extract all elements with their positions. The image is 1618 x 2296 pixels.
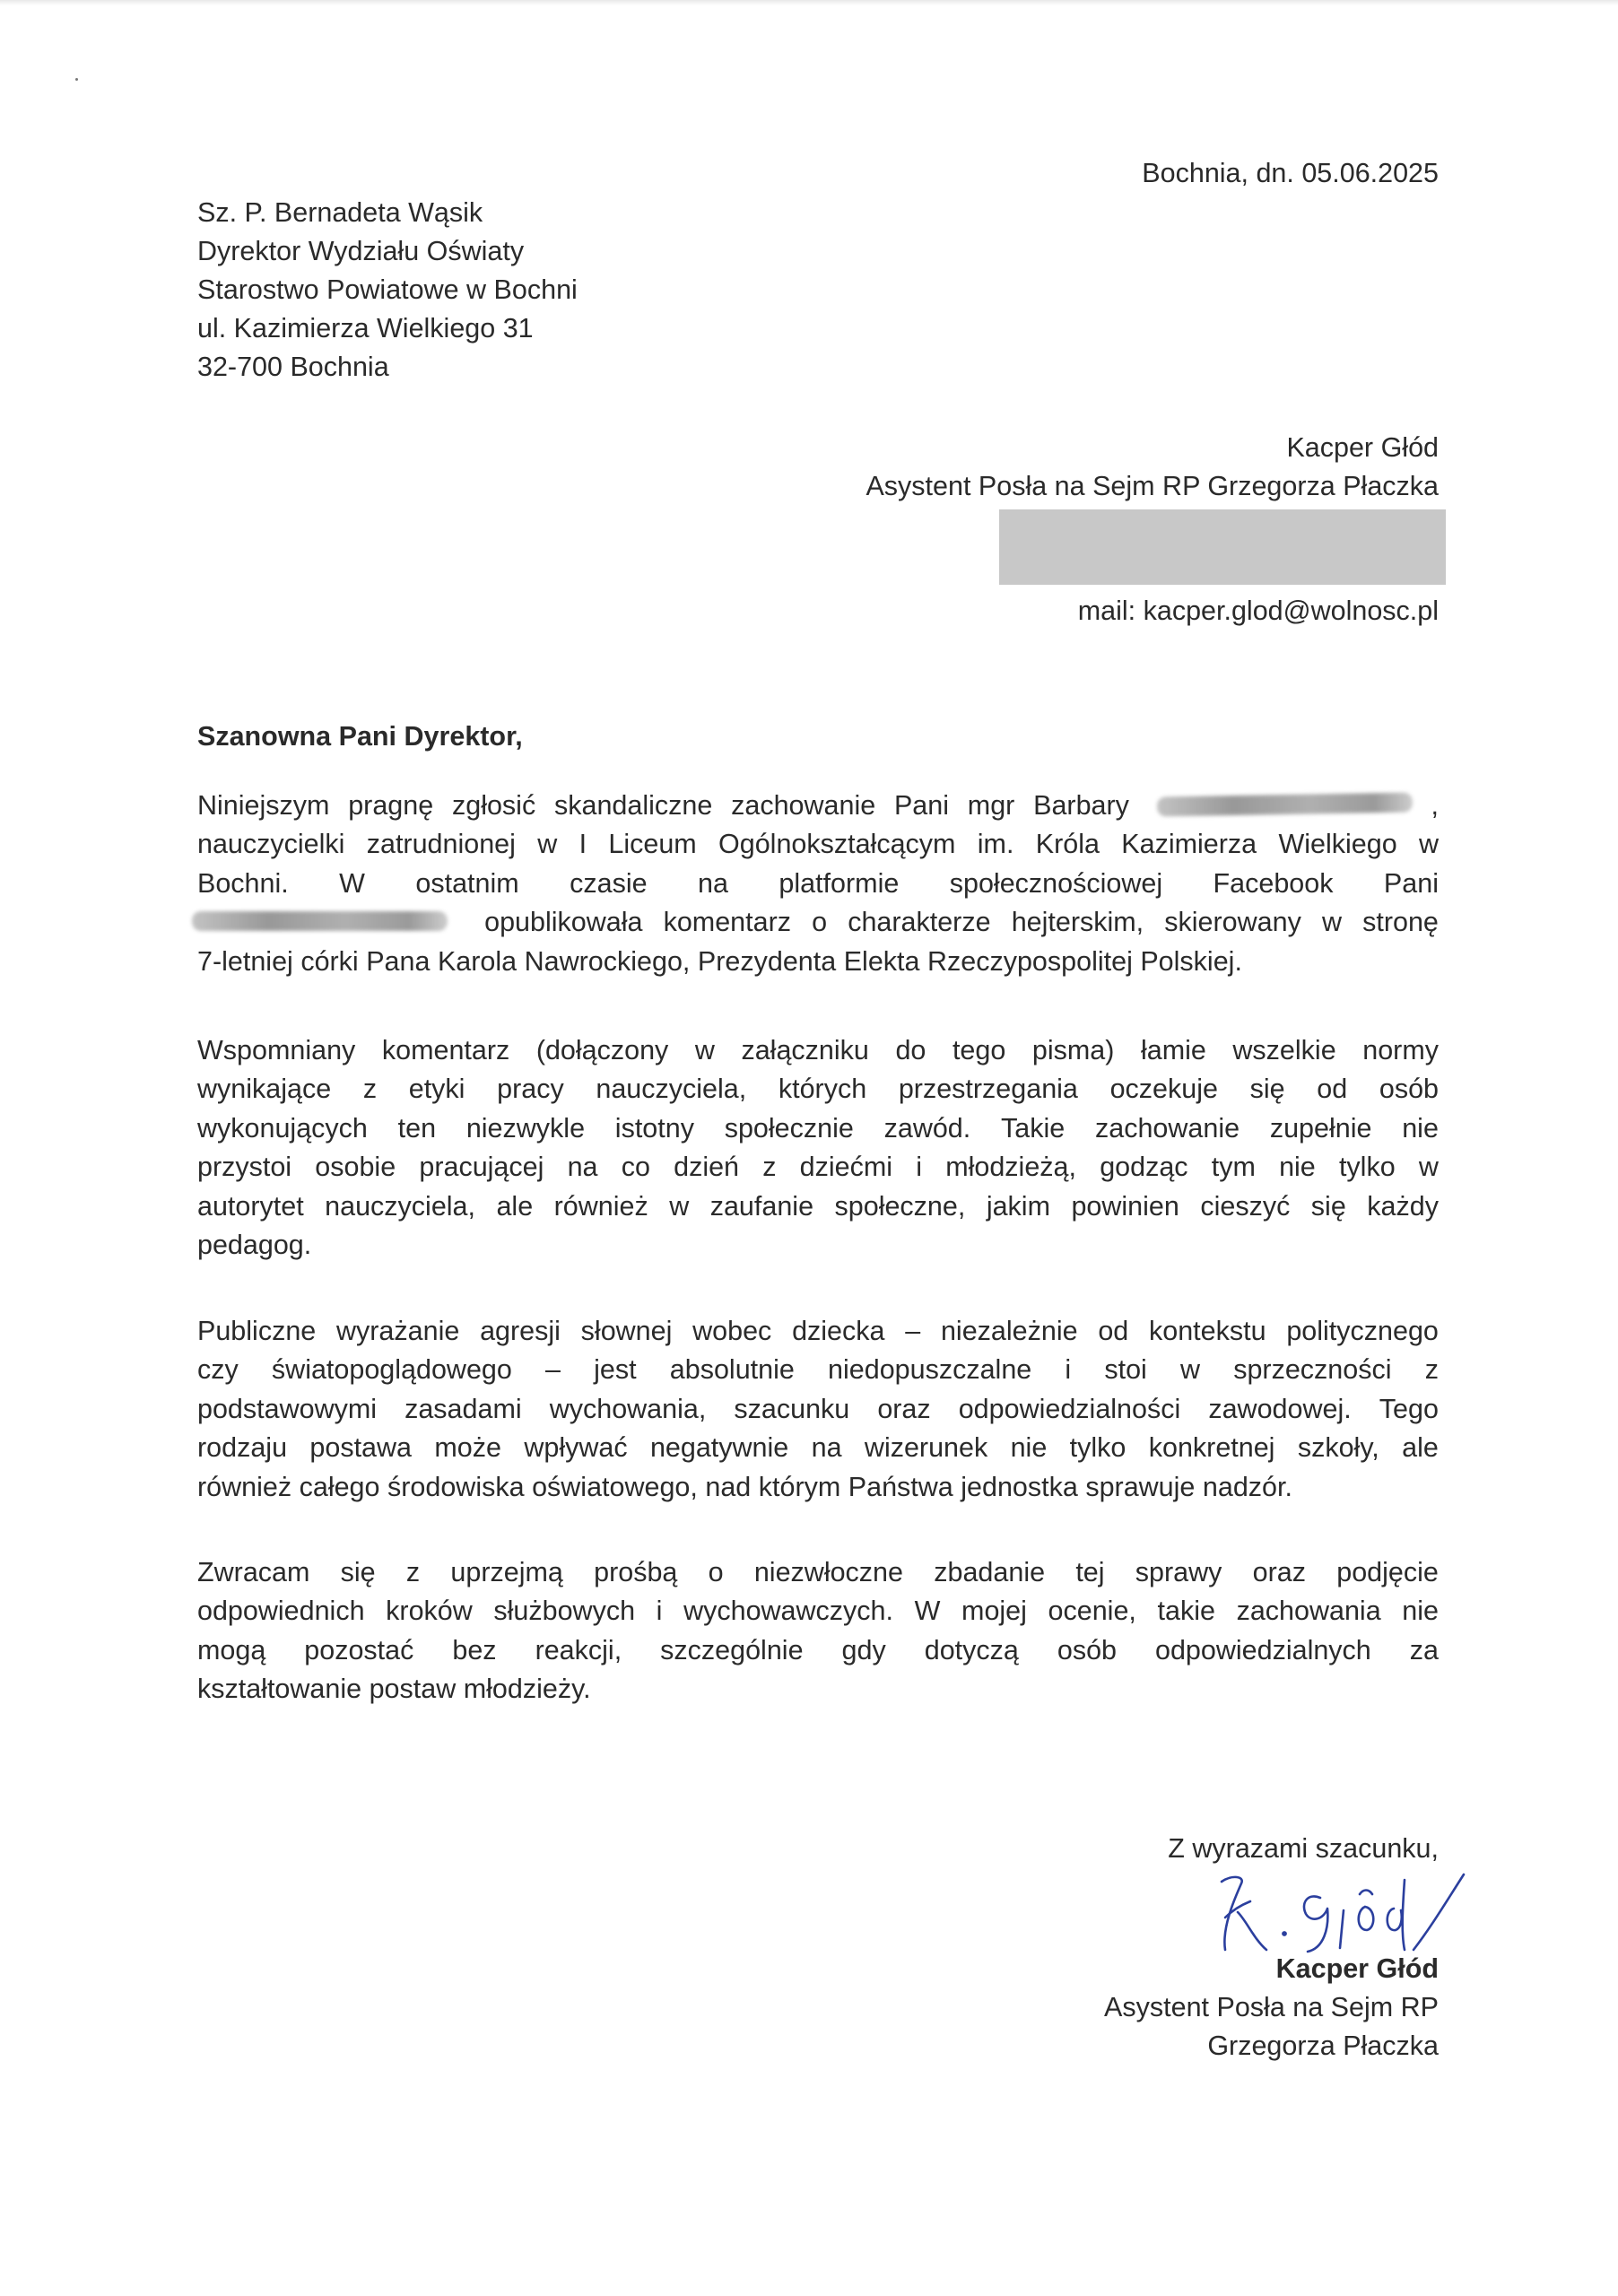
paragraph-line [197,1592,1439,1631]
word: Nawrockiego, [524,945,691,977]
word: 7-letniej [197,945,293,977]
word: negatywnie [649,1432,789,1464]
word: Facebook [1213,867,1334,899]
word: postaw [369,1674,457,1705]
word: gdy [841,1634,886,1665]
word: wykonujących [197,1112,368,1144]
signatory-title: Asystent Posła na Sejm RP [1104,1992,1439,2022]
word: na [811,1432,842,1464]
word: nad [705,1471,752,1502]
word: nadzór. [1202,1471,1292,1502]
word: o [708,1557,724,1587]
word: osób [1057,1634,1117,1665]
word: zatrudnionej [366,829,516,860]
sender-mail: mail: kacper.glod@wolnosc.pl [1077,596,1439,626]
greeting: Szanowna Pani Dyrektor, [197,721,523,752]
word: dzień [674,1152,740,1183]
word: wyrażanie [336,1316,460,1346]
word: na [567,1152,598,1183]
word: nie [1402,1596,1439,1627]
word: oczekuje [1109,1074,1218,1105]
word: opublikowała [484,907,643,938]
word: istotny [614,1112,694,1144]
word: podjęcie [1336,1557,1439,1587]
paragraph-line [197,1312,1439,1351]
word: w [669,1190,690,1222]
word: w [1321,907,1342,938]
word: nauczycielki [197,829,345,860]
word: Zwracam [197,1557,310,1587]
word: rodzaju [197,1432,288,1464]
word: zupełnie [1269,1112,1372,1144]
word: i [656,1596,663,1627]
word: się [1310,1190,1346,1222]
word: (dołączony [535,1035,669,1065]
word: Bochni. [197,867,289,899]
word: pracującej [419,1152,544,1183]
paragraph-line [197,943,1439,981]
word: wychowania, [549,1393,707,1424]
paragraph-line [197,1631,1439,1670]
redacted-name [1157,793,1413,817]
word: od [1098,1316,1129,1346]
paragraph-4 [197,1553,1439,1709]
word: ocenie, [1048,1596,1136,1627]
word: nauczyciela, [325,1190,475,1222]
word: Tego [1379,1393,1439,1424]
word: sprawy [1135,1557,1222,1587]
word: zachowanie [1094,1112,1240,1144]
word: skierowany [1164,907,1301,938]
word: odpowiedzialności [958,1393,1181,1424]
word: w [1418,1152,1439,1183]
paragraph-line [197,1109,1439,1148]
place-date: Bochnia, dn. 05.06.2025 [1142,158,1439,188]
word: ale [1402,1432,1439,1464]
word: o [812,907,828,938]
word: z [762,1152,777,1183]
word: Barbary [1033,790,1129,821]
word: społecznie [724,1112,854,1144]
word: i [916,1152,923,1183]
word: tej [1075,1557,1105,1587]
word: Wielkiego [1278,829,1397,860]
recipient-line: Sz. P. Bernadeta Wąsik [197,197,483,228]
word: komentarz [663,907,791,938]
word: jakim [986,1190,1050,1222]
word: jednostka [961,1471,1078,1502]
word: pracy [497,1074,564,1105]
word: osobie [315,1152,396,1183]
signatory-title: Grzegorza Płaczka [1207,2031,1439,2061]
closing: Z wyrazami szacunku, [1168,1833,1439,1864]
word: wpływać [524,1432,628,1464]
word: od [1317,1074,1348,1105]
paragraph-line [197,865,1439,903]
paragraph-line [197,1070,1439,1109]
recipient-line: ul. Kazimierza Wielkiego 31 [197,313,534,344]
word: Wspomniany [197,1035,356,1065]
word: normy [1362,1035,1439,1065]
word: tylko [1069,1432,1127,1464]
word: Pana [366,945,431,977]
word: konkretnej [1148,1432,1275,1464]
word: prośbą [594,1557,678,1587]
scan-speck [75,78,78,81]
word: etyki [408,1074,465,1105]
word: Takie [1001,1112,1066,1144]
word: powinien [1071,1190,1179,1222]
redacted-name [192,911,448,931]
paragraph-3 [197,1312,1439,1507]
word: zawodowej. [1208,1393,1352,1424]
word: młodzieży. [463,1674,591,1705]
word: kroków [386,1596,473,1627]
word: nie [1279,1152,1316,1183]
word: pozostać [304,1634,414,1665]
word: na [698,867,728,899]
word: ten [397,1112,437,1144]
word: łamie [1140,1035,1206,1065]
word: się [1249,1074,1285,1105]
word: Prezydenta [697,945,837,977]
word: społecznościowej [949,867,1163,899]
word: politycznego [1286,1316,1439,1346]
word: również [553,1190,648,1222]
word: czy [197,1354,239,1386]
word: i [1065,1354,1072,1386]
paragraph-line [197,1670,1439,1709]
word: kształtowanie [197,1674,362,1705]
word: oraz [877,1393,931,1424]
paragraph-line [197,1226,1439,1265]
sender-block [866,429,1439,506]
word: środowiska [387,1471,525,1502]
recipient-block [197,194,578,387]
word: w [1180,1354,1201,1386]
word: słownej [580,1316,673,1346]
paragraph-line [197,825,1439,864]
paragraph-line [197,1390,1439,1429]
word: szacunku [734,1393,850,1424]
word: Kazimierza [1121,829,1257,860]
word: W [339,867,365,899]
word: ostatnim [415,867,519,899]
word: zachowania [1236,1596,1381,1627]
recipient-line: Dyrektor Wydziału Oświaty [197,236,525,266]
word: w [1418,829,1439,860]
word: postawa [309,1432,413,1464]
word: pisma) [1031,1035,1115,1065]
word: młodzieżą, [945,1152,1076,1183]
word: niedopuszczalne [828,1354,1032,1386]
word: zbadanie [934,1557,1046,1587]
word: Ogólnokształcącym [718,829,956,860]
word: w [537,829,558,860]
paragraph-2 [197,1031,1439,1265]
word: cieszyć [1200,1190,1291,1222]
word: szczególnie [660,1634,804,1665]
word: Rzeczypospolitej [926,945,1133,977]
paragraph-line [197,1031,1439,1070]
word: odpowiedzialnych [1155,1634,1371,1665]
word: tylko [1338,1152,1396,1183]
word: społeczne, [834,1190,966,1222]
word: się [340,1557,376,1587]
sender-title: Asystent Posła na Sejm RP Grzegorza Płaczka [866,471,1439,501]
word: – [905,1316,921,1346]
word: sprawuje [1085,1471,1196,1502]
redacted-contact-box [999,509,1446,585]
word: autorytet [197,1190,304,1222]
word: sprzeczności [1233,1354,1392,1386]
word: nie [1010,1432,1048,1464]
word: Państwa [848,1471,953,1502]
word: Króla [1035,829,1100,860]
word: oraz [1252,1557,1306,1587]
word: mojej [961,1596,1027,1627]
word: osób [1379,1074,1439,1105]
word: córki [300,945,359,977]
word: zasadami [404,1393,522,1424]
word: charakterze [848,907,991,938]
word: zaufanie [709,1190,814,1222]
word: szkoły, [1297,1432,1379,1464]
word: dziecka [792,1316,885,1346]
word: Liceum [608,829,697,860]
word: stronę [1362,907,1439,938]
word: niezwłoczne [753,1557,903,1587]
word: z [362,1074,378,1105]
word: Elekta [843,945,920,977]
word: którym [758,1471,841,1502]
word: ale [496,1190,534,1222]
word: wobec [692,1316,772,1346]
word: Pani [1383,867,1439,899]
word: jest [594,1354,637,1386]
word: których [778,1074,867,1105]
word: załączniku [741,1035,869,1065]
word: komentarz [381,1035,510,1065]
word: pedagog. [197,1229,312,1260]
word: I [578,829,587,860]
word: im. [977,829,1014,860]
word: mgr [967,790,1015,821]
word: wszelkie [1232,1035,1336,1065]
word: takie [1157,1596,1215,1627]
word: czasie [570,867,648,899]
word: całego [299,1471,380,1502]
paragraph-line [197,1351,1439,1389]
word: absolutnie [669,1354,795,1386]
word: pragnę [348,790,434,821]
word: z [1424,1354,1439,1386]
word: niezwykle [465,1112,586,1144]
word: dziećmi [799,1152,893,1183]
word: mogą [197,1634,266,1665]
word: zawód. [883,1112,971,1144]
recipient-line: 32-700 Bochnia [197,352,389,382]
word: z [405,1557,421,1587]
paragraph-line [197,1148,1439,1187]
word: Karola [437,945,518,977]
word: wizerunek [864,1432,988,1464]
word: godząc [1100,1152,1188,1183]
word: odpowiednich [197,1596,365,1627]
word: przystoi [197,1152,292,1183]
word: również [197,1471,292,1502]
word: Publiczne [197,1316,317,1346]
word: nie [1402,1112,1439,1144]
word: stoi [1104,1354,1147,1386]
paragraph-line: Niniejszym pragnę zgłosić skandaliczne zachowanie Pani mgr Barbary , [197,787,1439,825]
word: – [545,1354,561,1386]
signatory-name: Kacper Głód [1275,1953,1439,1984]
paragraph-line [197,1468,1439,1507]
word: w [694,1035,715,1065]
sender-name: Kacper Głód [1286,432,1439,463]
word: wychowawczych. [683,1596,893,1627]
paragraph-1 [197,787,1439,981]
word: hejterskim, [1011,907,1144,938]
word: kontekstu [1149,1316,1266,1346]
word: wynikające [197,1074,332,1105]
word: Pani [893,790,950,821]
word: uprzejmą [450,1557,563,1587]
paragraph-line [197,1187,1439,1226]
word: agresji [480,1316,561,1346]
paragraph-line [197,1553,1439,1592]
paragraph-line [197,903,1439,942]
word: tego [952,1035,1006,1065]
paragraph-line [197,1429,1439,1467]
word: skandaliczne [554,790,713,821]
word: każdy [1367,1190,1439,1222]
word: reakcji, [535,1634,622,1665]
word: niezależnie [940,1316,1078,1346]
word: tym [1211,1152,1256,1183]
word: dotyczą [924,1634,1019,1665]
word: platformie [779,867,900,899]
word: zgłosić [451,790,536,821]
word: nauczyciela, [596,1074,747,1105]
recipient-line: Starostwo Powiatowe w Bochni [197,274,578,305]
word: bez [452,1634,497,1665]
word: do [895,1035,926,1065]
word: może [434,1432,501,1464]
word: oświatowego, [532,1471,698,1502]
word: Polskiej. [1140,945,1242,977]
word: zachowanie [731,790,876,821]
word: W [914,1596,941,1627]
word: Niniejszym [197,790,330,821]
word: za [1409,1634,1439,1665]
scan-edge-artifact [0,0,1618,5]
word: podstawowymi [197,1393,378,1424]
handwritten-signature-icon [1202,1864,1471,1962]
word: przestrzegania [898,1074,1078,1105]
word: co [621,1152,650,1183]
word: służbowych [493,1596,636,1627]
word: światopoglądowego [271,1354,512,1386]
